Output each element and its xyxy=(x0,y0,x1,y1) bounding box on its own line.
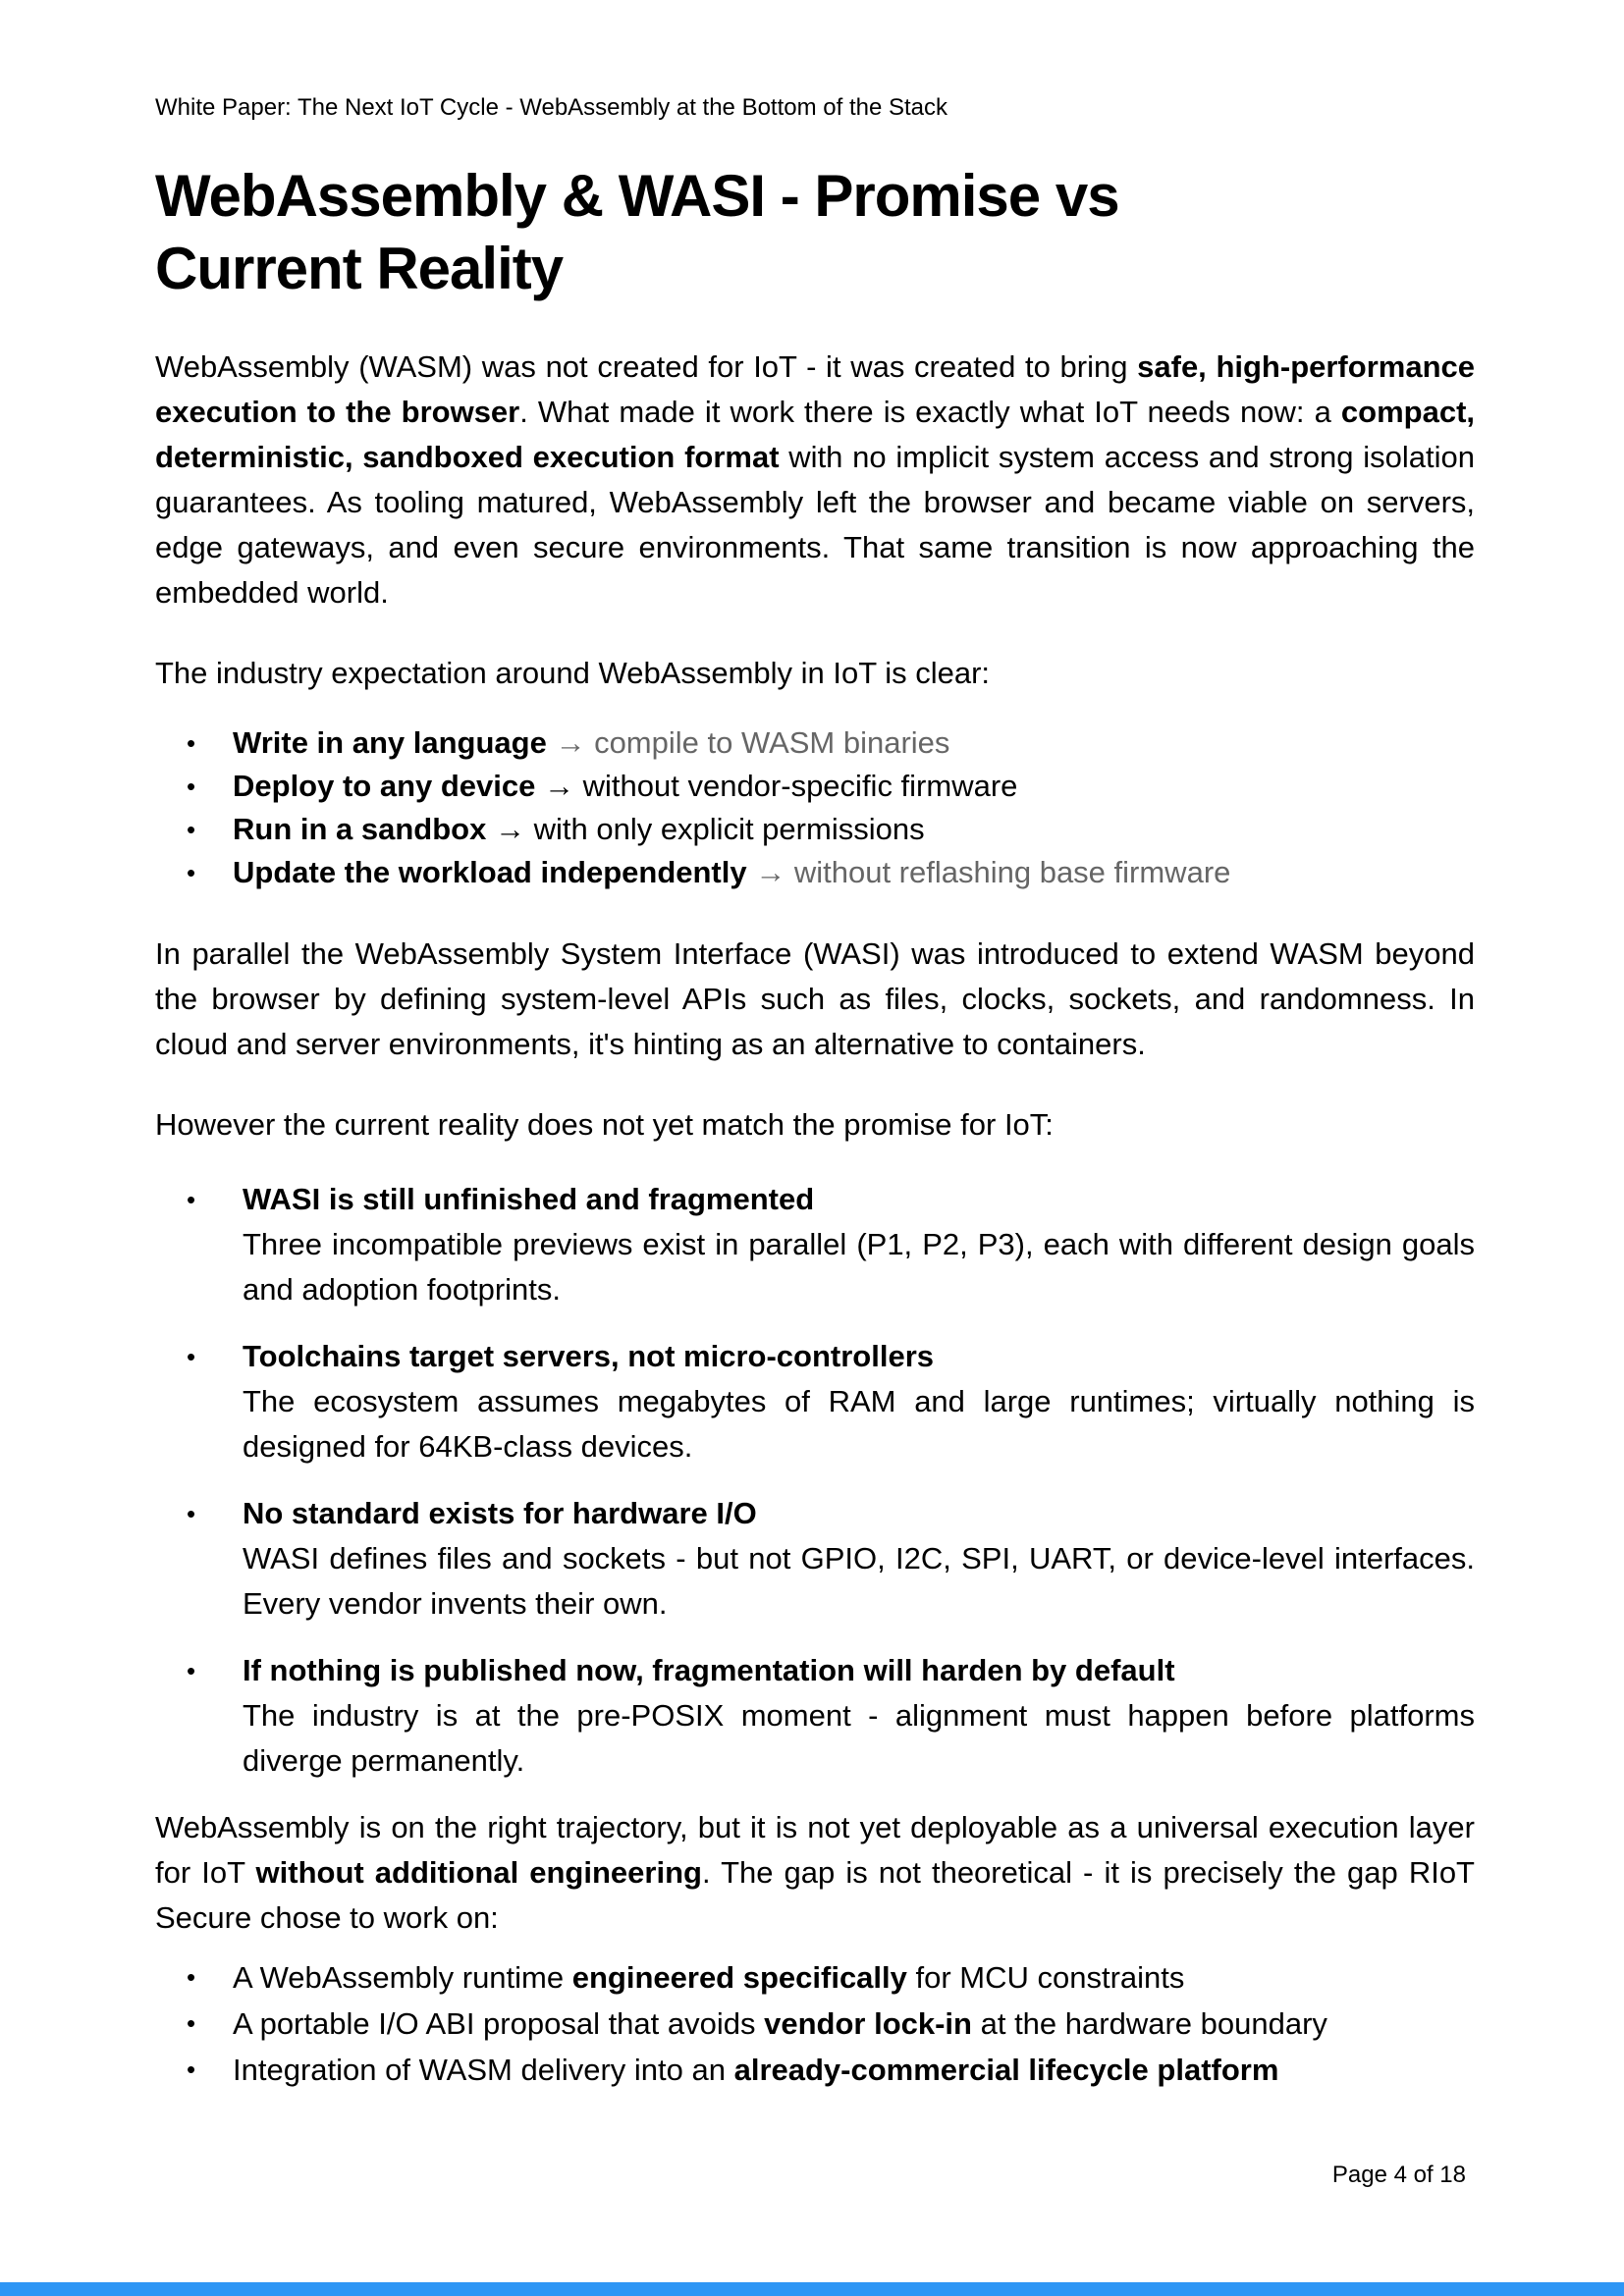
reality-item xyxy=(243,1177,1475,1312)
bullet-icon: • xyxy=(187,1962,196,1992)
text-segment: safe, high-performance execution to the browser xyxy=(155,349,1475,429)
intro-paragraph xyxy=(155,345,1475,615)
reality-item xyxy=(243,1334,1475,1469)
bullet-icon: • xyxy=(187,815,196,844)
list-item xyxy=(155,851,1475,894)
list-item xyxy=(155,808,1475,851)
bullet-icon: • xyxy=(187,1342,196,1371)
expectation-text xyxy=(233,812,925,846)
expectation-text xyxy=(233,769,1017,803)
text-segment: without reflashing base firmware xyxy=(793,855,1231,889)
closing-paragraph xyxy=(155,1805,1475,1941)
reality-item-body: The industry is at the pre-POSIX moment - alignment must happen before platforms diverge permanently. xyxy=(243,1698,1475,1778)
reality-item-heading: No standard exists for hardware I/O xyxy=(243,1496,757,1530)
text-segment: → xyxy=(486,812,534,846)
text-segment: compile to WASM binaries xyxy=(594,725,950,760)
expectation-text xyxy=(233,855,1230,889)
text-segment: engineered specifically xyxy=(571,1960,907,1995)
page-number: Page 4 of 18 xyxy=(1331,2162,1466,2188)
bullet-icon: • xyxy=(187,1499,196,1528)
wasi-paragraph: In parallel the WebAssembly System Interface (WASI) was introduced to extend WASM beyond the browser by defining system-level APIs such as files, clocks, sockets, and randomness. In cloud and server environments, it's hinting as an alternative to containers. xyxy=(155,936,1475,1061)
text-segment: for MCU constraints xyxy=(906,1960,1185,1995)
text-segment: vendor lock-in xyxy=(764,2006,972,2041)
list-item xyxy=(155,1954,1475,2001)
list-item xyxy=(155,2047,1475,2093)
text-segment: . What made it work there is exactly what IoT needs now: a xyxy=(519,395,1341,429)
text-segment: A WebAssembly runtime xyxy=(233,1960,572,1995)
page-title xyxy=(155,160,1475,305)
bullet-icon: • xyxy=(187,2008,196,2038)
page-title-line2: Current Reality xyxy=(155,236,564,301)
bullet-icon: • xyxy=(187,1185,196,1214)
text-segment: without vendor-specific firmware xyxy=(582,769,1018,803)
text-segment: compact, deterministic, sandboxed execution format xyxy=(155,395,1476,474)
list-item xyxy=(155,1491,1475,1627)
list-item xyxy=(155,1177,1475,1312)
list-item xyxy=(155,2001,1475,2047)
list-item xyxy=(155,1334,1475,1469)
text-segment: → xyxy=(746,855,794,889)
bullet-icon: • xyxy=(187,728,196,758)
bullet-icon: • xyxy=(187,2055,196,2084)
text-segment: with no implicit system access and strong isolation guarantees. As tooling matured, WebAssembly left the browser and became viable on servers, edge gateways, and even secure environments. That same transition is now approaching the embedded world. xyxy=(155,440,1476,610)
footer-accent-bar xyxy=(0,2282,1624,2296)
solution-text xyxy=(233,2053,1278,2087)
reality-item xyxy=(243,1491,1475,1627)
page-title-line1: WebAssembly & WASI - Promise vs xyxy=(155,163,1119,229)
reality-item-body: Three incompatible previews exist in parallel (P1, P2, P3), each with different design goals and adoption footprints. xyxy=(243,1227,1475,1307)
text-segment: → xyxy=(546,725,595,760)
solutions-list xyxy=(155,1954,1475,2093)
bullet-icon: • xyxy=(187,858,196,887)
text-segment: . The gap is not theoretical - it is precisely the gap RIoT Secure chose to work on: xyxy=(155,1855,1475,1935)
text-segment: Write in any language xyxy=(233,725,547,760)
reality-item-heading: If nothing is published now, fragmentation will harden by default xyxy=(243,1653,1175,1687)
reality-item-heading: WASI is still unfinished and fragmented xyxy=(243,1182,815,1216)
reality-item-body: WASI defines files and sockets - but not GPIO, I2C, SPI, UART, or device-level interfaces. Every vendor invents their own. xyxy=(243,1541,1475,1621)
expectation-text xyxy=(233,725,949,760)
reality-item-heading: Toolchains target servers, not micro-controllers xyxy=(243,1339,934,1373)
list-item xyxy=(155,765,1475,808)
solution-text xyxy=(233,2006,1327,2041)
solution-text xyxy=(233,1960,1184,1995)
text-segment: A portable I/O ABI proposal that avoids xyxy=(233,2006,765,2041)
text-segment: WebAssembly is on the right trajectory, but it is not yet deployable as a universal execution layer for IoT xyxy=(155,1810,1475,1890)
reality-list xyxy=(155,1177,1475,1784)
text-segment: already-commercial lifecycle platform xyxy=(733,2053,1279,2087)
text-segment: Deploy to any device xyxy=(233,769,536,803)
text-segment: at the hardware boundary xyxy=(971,2006,1327,2041)
text-segment: Integration of WASM delivery into an xyxy=(233,2053,734,2087)
document-header: White Paper: The Next IoT Cycle - WebAssembly at the Bottom of the Stack xyxy=(155,94,948,121)
text-segment: → xyxy=(535,769,583,803)
list-item xyxy=(155,1648,1475,1784)
bullet-icon: • xyxy=(187,772,196,801)
list-item xyxy=(155,721,1475,765)
text-segment: with only explicit permissions xyxy=(533,812,925,846)
text-segment: WebAssembly (WASM) was not created for IoT - it was created to bring xyxy=(155,349,1138,384)
reality-item xyxy=(243,1648,1475,1784)
text-segment: Update the workload independently xyxy=(233,855,747,889)
expectations-lead-in: The industry expectation around WebAssembly in IoT is clear: xyxy=(155,656,991,690)
bullet-icon: • xyxy=(187,1656,196,1685)
text-segment: without additional engineering xyxy=(255,1855,702,1890)
reality-item-body: The ecosystem assumes megabytes of RAM and large runtimes; virtually nothing is designed for 64KB-class devices. xyxy=(243,1384,1475,1464)
text-segment: Run in a sandbox xyxy=(233,812,487,846)
expectations-list xyxy=(155,721,1475,894)
reality-lead-in: However the current reality does not yet match the promise for IoT: xyxy=(155,1107,1054,1142)
